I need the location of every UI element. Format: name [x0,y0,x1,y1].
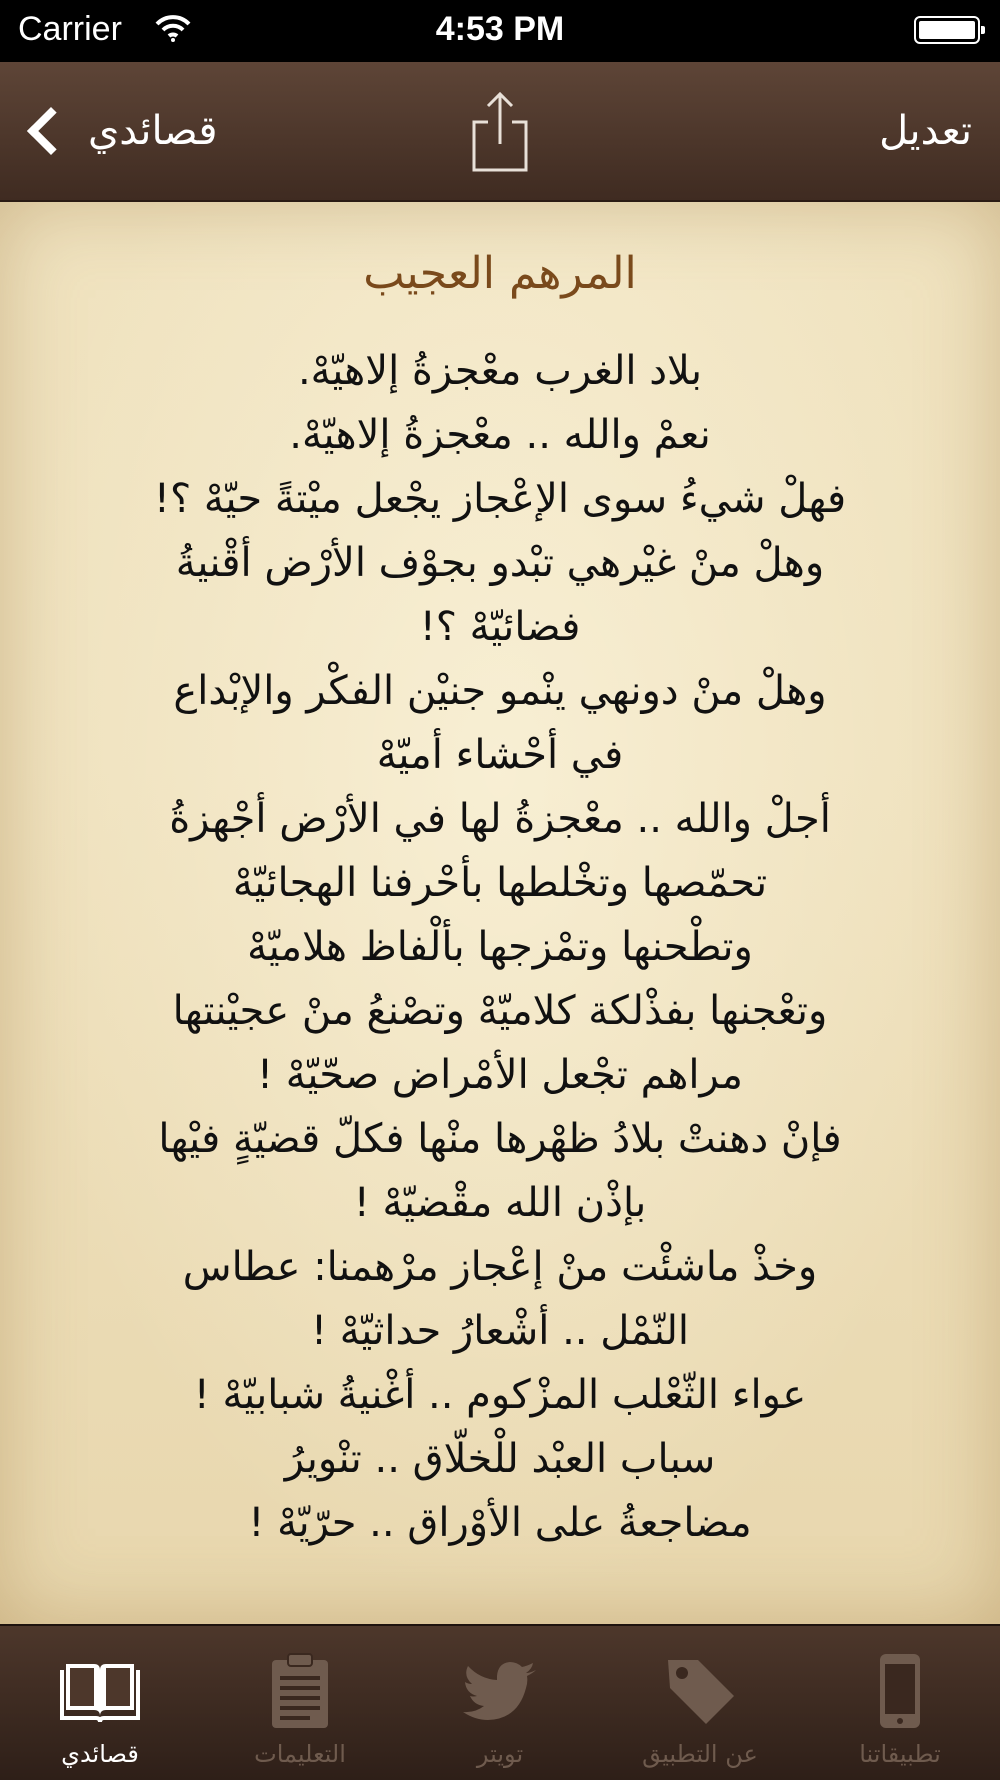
tab-our-apps[interactable] [800,1626,1000,1780]
poem-line: أجلْ والله .. معْجزةُ لها في الأرْض أجْهزةُ [169,796,831,842]
carrier-label: Carrier [18,10,122,48]
tab-bar [0,1624,1000,1780]
back-button-label: قصائدي [88,108,218,154]
poem-line: وهلْ منْ غيْرهي تبْدو بجوْف الأرْض أقْنيةُ [175,540,825,586]
share-button[interactable] [468,88,532,174]
tab-label: قصائدي [61,1740,139,1768]
tab-label: تويتر [476,1740,524,1768]
poem-line: في أحْشاء أميّهْ [376,732,624,778]
poem-title: المرهم العجيب [363,248,637,299]
edit-button[interactable]: تعديل [879,108,972,154]
poem-line: مضاجعةُ على الأوْراق .. حرّيّهْ ! [248,1500,752,1546]
clipboard-icon [260,1650,340,1730]
chevron-left-icon [27,107,75,155]
poem-line: وتعْجنها بفذْلكة كلاميّهْ وتصْنعُ منْ عجيْنتها [172,988,828,1034]
tab-label: تطبيقاتنا [859,1740,941,1768]
phone-icon [860,1650,940,1730]
tab-instructions[interactable] [200,1626,400,1780]
tab-label: عن التطبيق [642,1740,758,1768]
poem-line: بإذْن الله مقْضيّهْ ! [353,1180,647,1226]
poem-line: عواء الثّعْلب المزْكوم .. أغْنيةُ شبابيّهْ ! [193,1372,807,1418]
poem-line: وتطْحنها وتمْزجها بألْفاظ هلاميّهْ [247,924,753,970]
poem-line: وخذْ ماشئْت منْ إعْجاز مرْهمنا: عطاس [182,1244,818,1290]
tab-label: التعليمات [254,1740,346,1768]
tab-twitter[interactable] [400,1626,600,1780]
status-bar [0,0,1000,62]
poem-line: مراهم تجْعل الأمْراض صحّيّهْ ! [257,1052,743,1098]
twitter-bird-icon [460,1650,540,1730]
poem-line: فضائيّهْ ؟! [419,604,581,650]
poem-body [106,339,894,1555]
poem-content[interactable] [0,202,1000,1624]
tag-icon [660,1650,740,1730]
poem-line: وهلْ منْ دونهي ينْمو جنيْن الفكْر والإبْداع [173,668,827,714]
poem-line: فإنْ دهنتْ بلادُ ظهْرها منْها فكلّ قضيّةٍ فيْها [158,1116,842,1162]
poem-line: فهلْ شيءُ سوى الإعْجاز يجْعل ميْتةً حيّهْ ؟! [153,476,847,522]
tab-my-poems[interactable] [0,1626,200,1780]
poem-line: سباب العبْد للْخلّاق .. تنْويرُ [284,1436,716,1482]
poem-line: نعمْ والله .. معْجزةُ إلاهيّهْ. [289,412,711,458]
navigation-bar [0,62,1000,202]
back-button[interactable] [22,98,217,164]
tab-about[interactable] [600,1626,800,1780]
poem-line: تحمّصها وتخْلطها بأحْرفنا الهجائيّهْ [232,860,768,906]
status-time: 4:53 PM [435,10,565,48]
share-icon [468,88,532,174]
book-icon [60,1650,140,1730]
poem-line: النّمْل .. أشْعارُ حداثيّهْ ! [310,1308,690,1354]
poem-line: بلاد الغرب معْجزةُ إلاهيّهْ. [297,348,703,394]
battery-icon [914,16,980,44]
